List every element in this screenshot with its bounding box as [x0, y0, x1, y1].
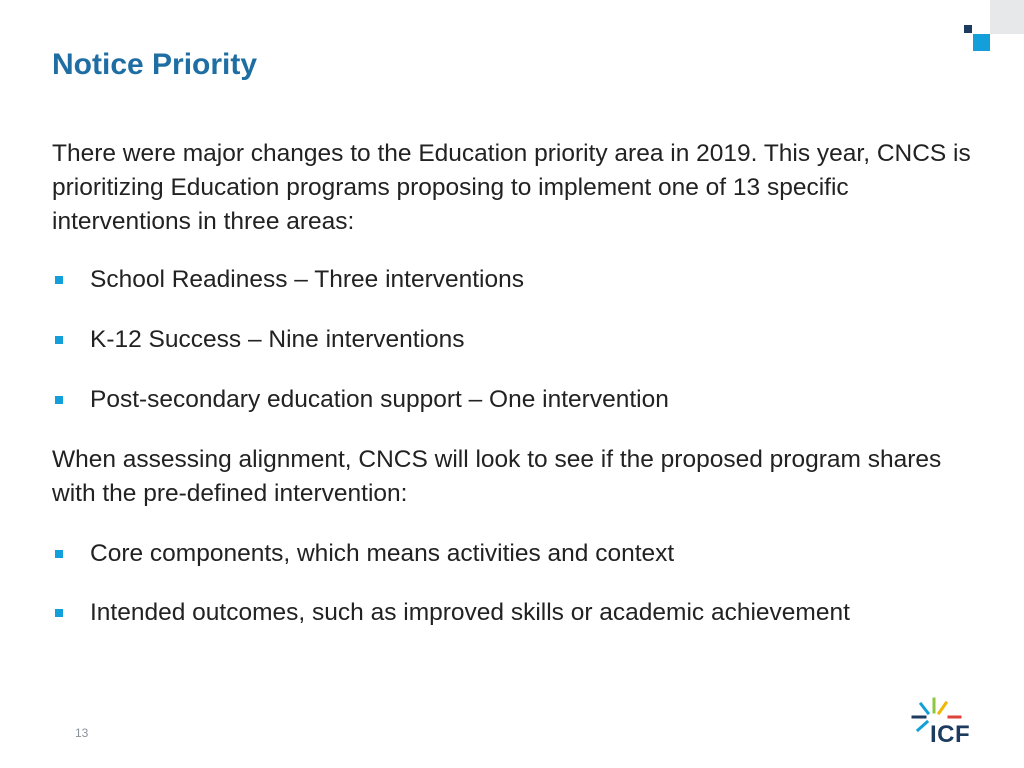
slide-title: Notice Priority — [52, 48, 258, 81]
square-bullet-icon — [55, 276, 63, 284]
bullet-item-post-secondary — [52, 383, 669, 417]
page-number: 13 — [75, 726, 89, 740]
bullet-item-core-components — [52, 537, 674, 571]
bullet-text: School Readiness – Three interventions — [90, 266, 525, 293]
corner-grey-block — [990, 0, 1024, 34]
bullet-text: K-12 Success – Nine interventions — [90, 326, 465, 353]
square-bullet-icon — [55, 396, 63, 404]
icf-logo — [908, 694, 978, 750]
square-bullet-icon — [55, 336, 63, 344]
bullet-item-k12-success — [52, 323, 465, 357]
bullet-item-school-readiness — [52, 263, 524, 297]
square-bullet-icon — [55, 550, 63, 558]
bullet-text: Core components, which means activities and context — [90, 540, 675, 567]
corner-navy-square — [964, 25, 972, 33]
bullet-item-intended-outcomes — [52, 596, 850, 630]
intro-paragraph: There were major changes to the Education priority area in 2019. This year, CNCS is prioritizing Education programs proposing to implement one of 13 specific interventions in three areas: — [52, 140, 971, 235]
bullet-text: Intended outcomes, such as improved skills or academic achievement — [90, 599, 850, 626]
square-bullet-icon — [55, 609, 63, 617]
bullet-text: Post-secondary education support – One intervention — [90, 386, 669, 413]
corner-blue-square — [973, 34, 990, 51]
alignment-paragraph: When assessing alignment, CNCS will look to see if the proposed program shares with the pre-defined intervention: — [52, 446, 942, 507]
icf-logo-text: ICF — [930, 721, 971, 748]
